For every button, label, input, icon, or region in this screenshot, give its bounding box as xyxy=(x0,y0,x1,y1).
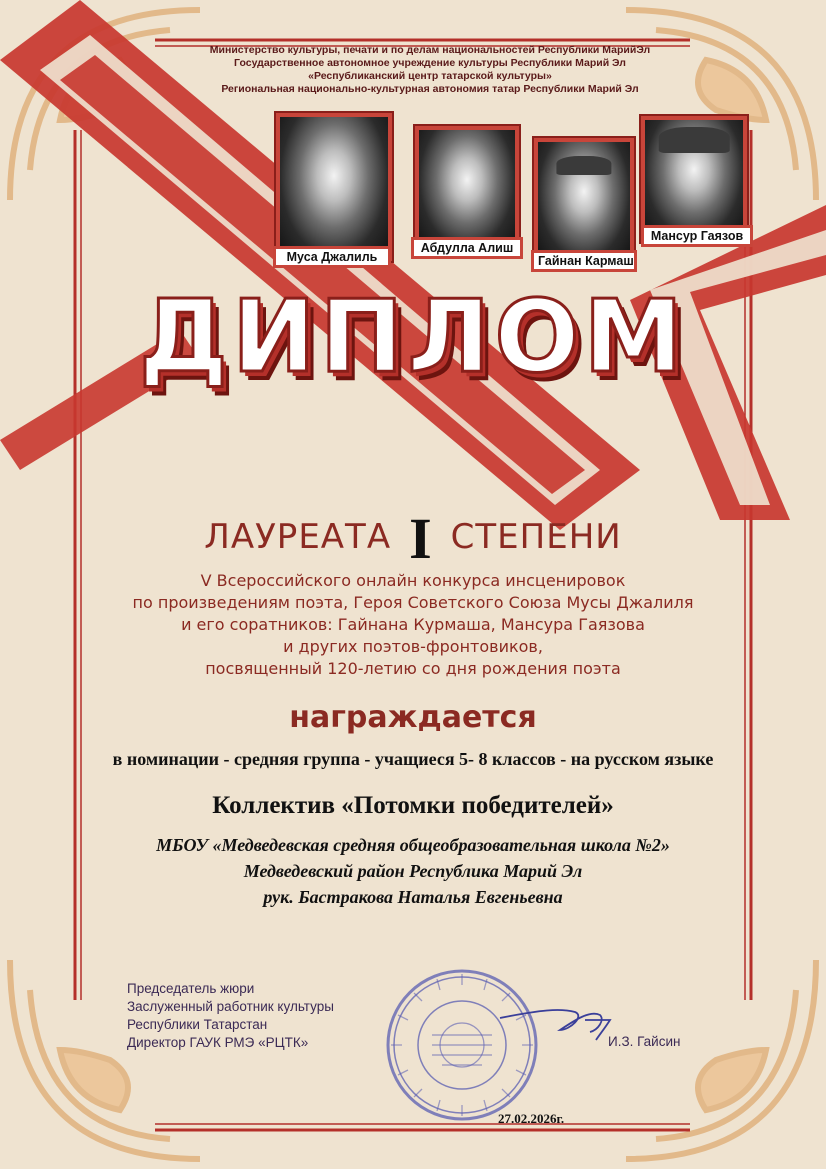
portrait-photo xyxy=(641,116,747,242)
degree-numeral: I xyxy=(409,506,433,571)
organizer-line: Министерство культуры, печати и по делам национальностей Республики МарийЭл xyxy=(209,44,651,56)
supervisor-line: рук. Бастракова Наталья Евгеньевна xyxy=(263,887,563,907)
contest-line: по произведениям поэта, Героя Советского Союза Мусы Джалиля xyxy=(132,593,694,612)
jury-chair-block xyxy=(127,980,334,1052)
organizer-line: «Республиканский центр татарской культуры» xyxy=(308,70,552,82)
signer-name: И.З. Гайсин xyxy=(608,1034,681,1049)
laureate-degree xyxy=(0,505,826,572)
chair-line: Заслуженный работник культуры xyxy=(127,999,334,1014)
contest-line: V Всероссийского онлайн конкурса инсценировок xyxy=(200,571,626,590)
portrait-caption: Гайнан Кармаш xyxy=(531,250,637,272)
organizer-line: Государственное автономное учреждение культуры Республики Марий Эл xyxy=(234,57,626,69)
portrait-photo xyxy=(276,113,392,261)
recipient-name: Коллектив «Потомки победителей» xyxy=(212,792,614,819)
chair-line: Республики Татарстан xyxy=(127,1017,268,1032)
contest-line: и других поэтов-фронтовиков, xyxy=(283,637,543,656)
portrait-caption: Муса Джалиль xyxy=(273,246,391,268)
contest-description xyxy=(90,570,736,680)
contest-line: и его соратников: Гайнана Курмаша, Мансура Гаязова xyxy=(181,615,645,634)
chair-line: Директор ГАУК РМЭ «РЦТК» xyxy=(127,1035,309,1050)
portrait-photo xyxy=(415,126,519,252)
district-line: Медведевский район Республика Марий Эл xyxy=(243,861,583,881)
laureate-prefix: ЛАУРЕАТА xyxy=(204,517,392,557)
portrait-caption: Мансур Гаязов xyxy=(641,225,753,247)
portrait-photo xyxy=(534,138,634,264)
chair-line: Председатель жюри xyxy=(127,981,255,996)
organizers-header xyxy=(150,44,710,96)
awarded-heading: награждается xyxy=(289,700,537,735)
issue-date: 27.02.2026г. xyxy=(498,1111,565,1126)
signature xyxy=(500,1010,610,1040)
institution-line: МБОУ «Медведевская средняя общеобразовательная школа №2» xyxy=(156,835,670,855)
nomination-text: в номинации - средняя группа - учащиеся 5- 8 классов - на русском языке xyxy=(112,749,714,769)
portrait-caption: Абдулла Алиш xyxy=(411,237,523,259)
organizer-line: Региональная национально-культурная автономия татар Республики Марий Эл xyxy=(221,83,639,95)
diploma-title: ДИПЛОМ xyxy=(138,278,688,395)
contest-line: посвященный 120-летию со дня рождения поэта xyxy=(205,659,621,678)
laureate-suffix: СТЕПЕНИ xyxy=(450,517,622,557)
organization-stamp xyxy=(388,971,536,1119)
